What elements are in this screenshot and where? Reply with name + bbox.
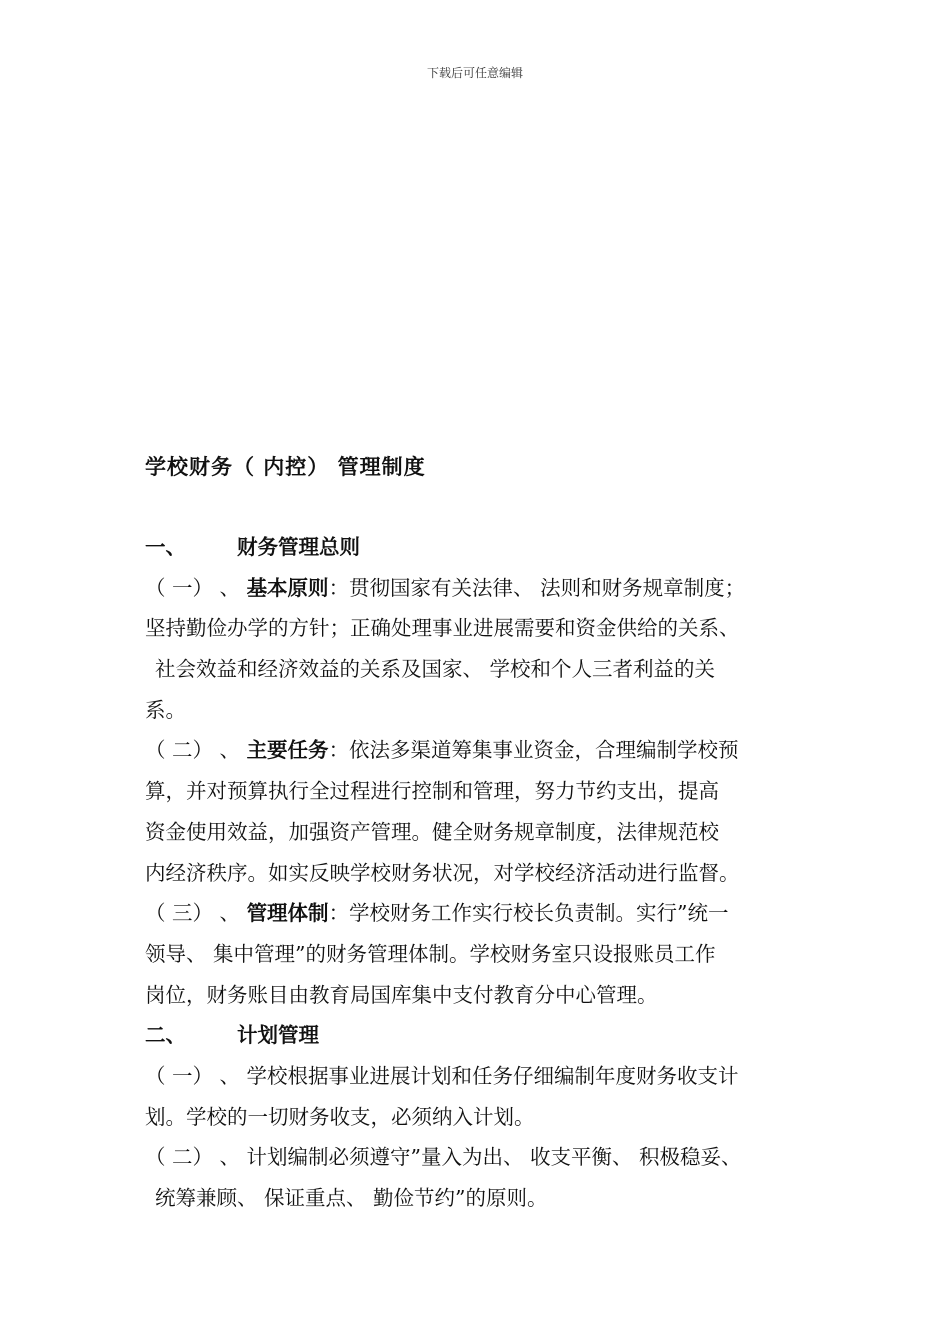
section-title: 计划管理 (237, 1023, 319, 1048)
paragraph-line: 内经济秩序。如实反映学校财务状况，对学校经济活动进行监督。 (145, 860, 740, 885)
section-title: 财务管理总则 (237, 535, 360, 559)
paragraph-line: 划。学校的一切财务收支，必须纳入计划。 (145, 1104, 535, 1129)
paragraph-line: （ 二） 、 计划编制必须遵守”量入为出、 收支平衡、 积极稳妥、 (145, 1145, 742, 1170)
paragraph-line: 社会效益和经济效益的关系及国家、 学校和个人三者利益的关 (155, 657, 716, 682)
item-prefix: （ 二） 、 (145, 738, 247, 763)
paragraph-line: 统筹兼顾、 保证重点、 勤俭节约”的原则。 (155, 1186, 548, 1210)
paragraph-line (145, 893, 825, 934)
item-keyword: 管理体制 (246, 901, 329, 926)
item-keyword: 主要任务 (246, 738, 329, 763)
paragraph-line: 资金使用效益，加强资产管理。健全财务规章制度，法律规范校 (145, 819, 719, 844)
section-heading (145, 527, 825, 568)
section-number: 一、 (145, 535, 186, 559)
section-number: 二、 (145, 1023, 186, 1048)
item-keyword: 基本原则 (246, 575, 329, 600)
document-title: 学校财务（ 内控） 管理制度 (145, 455, 426, 479)
item-text: ：依法多渠道筹集事业资金，合理编制学校预 (328, 738, 739, 763)
item-text: ：学校财务工作实行校长负责制。实行”统一 (328, 901, 729, 926)
item-prefix: （ 一） 、 (145, 575, 247, 600)
paragraph-line: 算，并对预算执行全过程进行控制和管理，努力节约支出，提高 (145, 779, 719, 804)
paragraph-line: （ 一） 、 学校根据事业进展计划和任务仔细编制年度财务收支计 (145, 1063, 739, 1088)
paragraph-line: 坚持勤俭办学的方针；正确处理事业进展需要和资金供给的关系、 (145, 616, 740, 641)
paragraph-line: 领导、 集中管理”的财务管理体制。学校财务室只设报账员工作 (145, 941, 716, 966)
paragraph-line: 系。 (145, 697, 186, 722)
item-prefix: （ 三） 、 (145, 901, 247, 926)
item-text: ：贯彻国家有关法律、 法则和财务规章制度； (328, 575, 746, 600)
document-body (145, 527, 825, 1219)
paragraph-line (145, 568, 825, 609)
paragraph-line (145, 730, 825, 771)
section-heading (145, 1015, 825, 1056)
header-note: 下载后可任意编辑 (426, 66, 523, 80)
paragraph-line: 岗位，财务账目由教育局国库集中支付教育分中心管理。 (145, 982, 658, 1007)
